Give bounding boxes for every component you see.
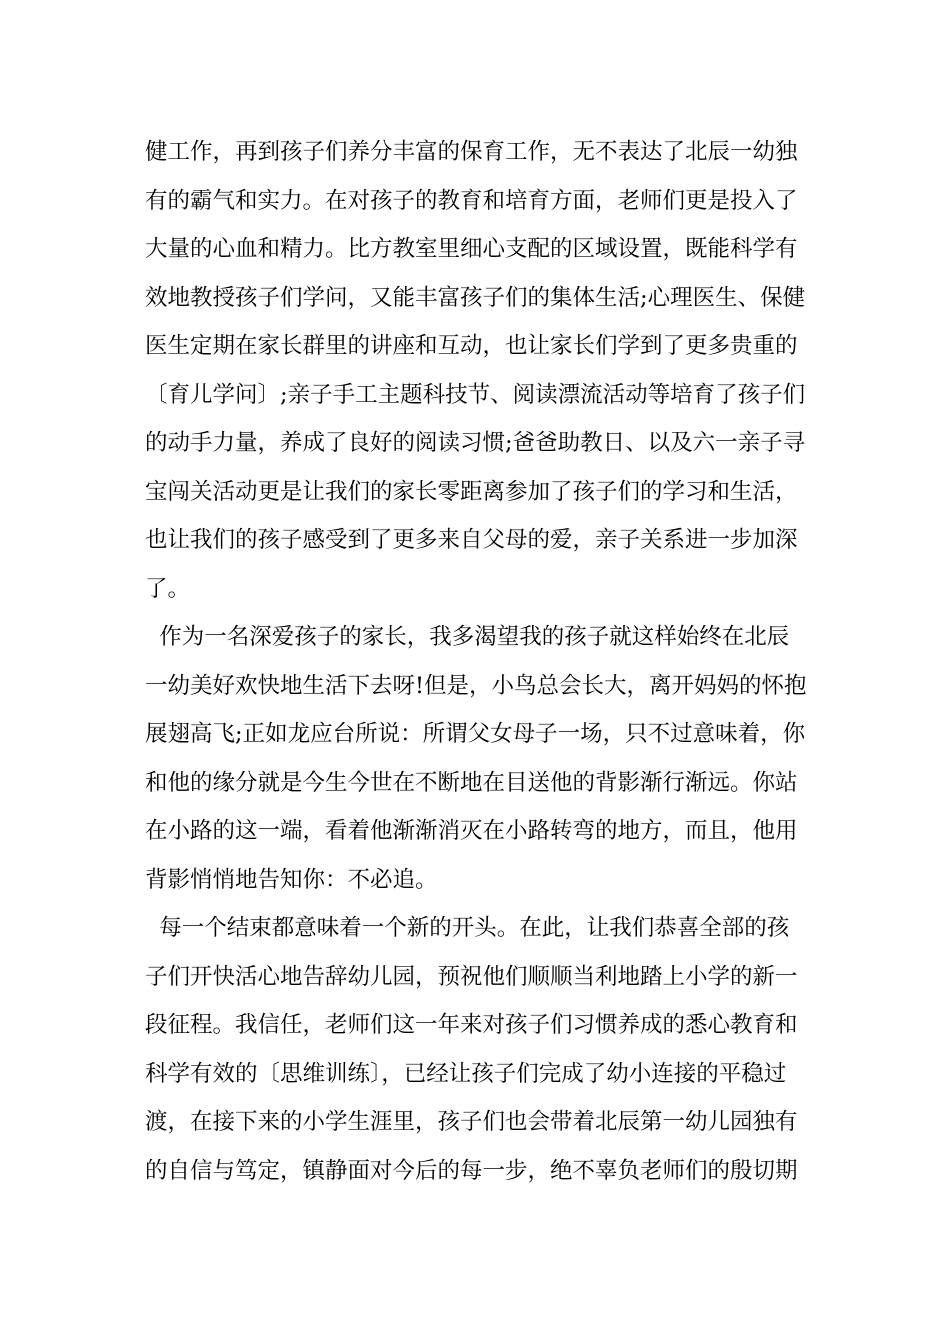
text-line: 健工作，再到孩子们养分丰富的保育工作，无不表达了北辰一幼独 (145, 139, 798, 165)
text-line: 医生定期在家长群里的讲座和互动，也让家长们学到了更多贵重的 (145, 333, 798, 359)
text-line: 大量的心血和精力。比方教室里细心支配的区域设置，既能科学有 (145, 236, 798, 262)
text-line: 效地教授孩子们学问，又能丰富孩子们的集体生活;心理医生、保健 (145, 284, 806, 311)
text-line: 渡，在接下来的小学生涯里，孩子们也会带着北辰第一幼儿园独有 (145, 1109, 798, 1135)
text-line: 一幼美好欢快地生活下去呀!但是，小鸟总会长大，离开妈妈的怀抱 (145, 672, 807, 699)
text-line: 在小路的这一端，看着他渐渐消灭在小路转弯的地方，而且，他用 (145, 818, 798, 844)
text-line: 的自信与笃定，镇静面对今后的每一步，绝不辜负老师们的殷切期 (145, 1157, 798, 1184)
text-line: 背影悄悄地告知你：不必追。 (145, 866, 438, 893)
text-line: 段征程。我信任，老师们这一年来对孩子们习惯养成的悉心教育和 (145, 1012, 798, 1038)
text-line: 子们开快活心地告辞幼儿园，预祝他们顺顺当利地踏上小学的新一 (145, 963, 798, 990)
text-line: 科学有效的〔思维训练〕，已经让孩子们完成了幼小连接的平稳过 (145, 1060, 787, 1087)
text-line: 和他的缘分就是今生今世在不断地在目送他的背影渐行渐远。你站 (145, 769, 798, 796)
text-line: 每一个结束都意味着一个新的开头。在此，让我们恭喜全部的孩 (145, 915, 790, 941)
text-line: 作为一名深爱孩子的家长，我多渴望我的孩子就这样始终在北辰 (145, 624, 790, 650)
text-line: 〔育儿学问〕;亲子手工主题科技节、阅读漂流活动等培育了孩子们 (145, 381, 806, 408)
text-line: 的动手力量，养成了良好的阅读习惯;爸爸助教日、以及六一亲子寻 (145, 430, 806, 456)
text-line: 展翅高飞;正如龙应台所说：所谓父女母子一场，只不过意味着，你 (145, 721, 806, 747)
text-line: 有的霸气和实力。在对孩子的教育和培育方面，老师们更是投入了 (145, 187, 798, 214)
text-line: 也让我们的孩子感受到了更多来自父母的爱，亲子关系进一步加深 (145, 527, 798, 553)
text-line: 了。 (145, 575, 191, 602)
text-line: 宝闯关活动更是让我们的家长零距离参加了孩子们的学习和生活， (145, 478, 798, 505)
